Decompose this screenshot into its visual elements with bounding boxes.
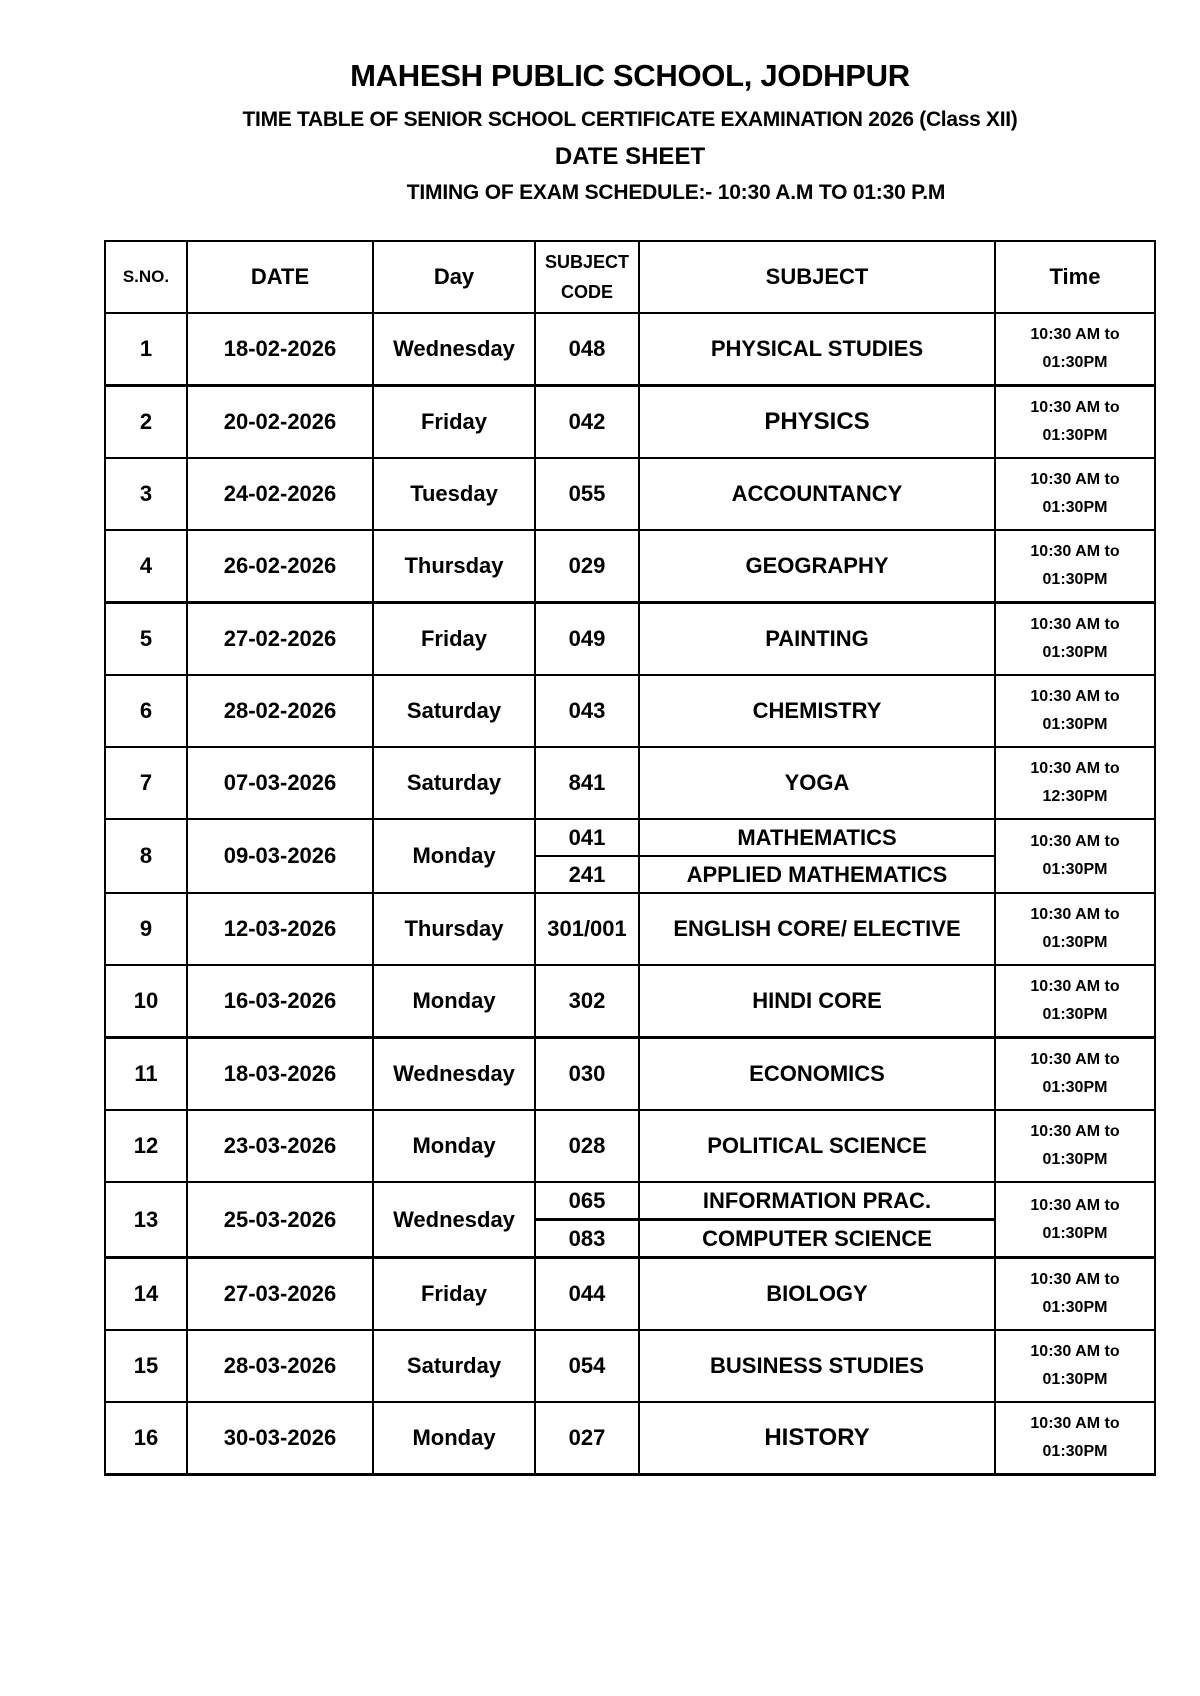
date-sheet-heading: DATE SHEET <box>554 143 706 170</box>
table-row <box>105 1258 1155 1331</box>
time-end: 01:30PM <box>1042 1224 1108 1242</box>
serial-number-cell: 16 <box>105 1402 187 1475</box>
subject-code-cell: 044 <box>535 1258 639 1331</box>
time-start: 10:30 AM to <box>1030 760 1120 777</box>
subject-cell: HINDI CORE <box>639 965 995 1038</box>
date-cell: 24-02-2026 <box>187 458 373 530</box>
table-row <box>105 1402 1155 1475</box>
serial-number-cell: 2 <box>105 386 187 459</box>
time-start: 10:30 AM to <box>1030 471 1120 488</box>
time-cell <box>995 386 1155 459</box>
subject-cell: MATHEMATICS <box>639 819 995 856</box>
time-cell <box>995 1182 1155 1258</box>
subject-cell: POLITICAL SCIENCE <box>639 1110 995 1182</box>
subject-cell: INFORMATION PRAC. <box>639 1182 995 1220</box>
time-end: 01:30PM <box>1042 1371 1108 1388</box>
subject-code-cell: 065 <box>535 1182 639 1220</box>
table-row <box>105 675 1155 747</box>
serial-number-cell: 11 <box>105 1038 187 1111</box>
date-cell: 12-03-2026 <box>187 893 373 965</box>
date-cell: 09-03-2026 <box>187 819 373 893</box>
serial-number-cell: 9 <box>105 893 187 965</box>
subject-cell: GEOGRAPHY <box>639 530 995 603</box>
exam-timing: TIMING OF EXAM SCHEDULE:- 10:30 A.M TO 01:30 P.M <box>406 181 946 204</box>
time-cell <box>995 458 1155 530</box>
table-row <box>105 893 1155 965</box>
subject-code-cell: 054 <box>535 1330 639 1402</box>
time-cell <box>995 1038 1155 1111</box>
time-end: 01:30PM <box>1042 1443 1108 1460</box>
time-end: 01:30PM <box>1042 1079 1108 1096</box>
time-end: 01:30PM <box>1042 571 1108 588</box>
column-header-code: SUBJECT CODE <box>535 241 639 313</box>
day-cell: Friday <box>373 1258 535 1331</box>
date-cell: 27-02-2026 <box>187 603 373 676</box>
day-cell: Saturday <box>373 675 535 747</box>
time-end: 01:30PM <box>1042 427 1108 444</box>
subject-code-cell: 043 <box>535 675 639 747</box>
serial-number-cell: 10 <box>105 965 187 1038</box>
subject-cell: ACCOUNTANCY <box>639 458 995 530</box>
subject-code-cell: 030 <box>535 1038 639 1111</box>
subject-code-cell: 055 <box>535 458 639 530</box>
table-row <box>105 1182 1155 1220</box>
day-cell: Saturday <box>373 747 535 819</box>
date-cell: 28-03-2026 <box>187 1330 373 1402</box>
subject-code-cell: 041 <box>535 819 639 856</box>
subject-code-cell: 029 <box>535 530 639 603</box>
serial-number-cell: 3 <box>105 458 187 530</box>
subject-cell: BIOLOGY <box>639 1258 995 1331</box>
time-end: 01:30PM <box>1042 716 1108 733</box>
school-name: MAHESH PUBLIC SCHOOL, JODHPUR <box>350 58 910 93</box>
subject-code-cell: 042 <box>535 386 639 459</box>
serial-number-cell: 5 <box>105 603 187 676</box>
table-row <box>105 1038 1155 1111</box>
time-end: 01:30PM <box>1042 1151 1108 1168</box>
time-start: 10:30 AM to <box>1030 1415 1120 1432</box>
subject-cell: APPLIED MATHEMATICS <box>639 856 995 893</box>
table-row <box>105 1110 1155 1182</box>
serial-number-cell: 6 <box>105 675 187 747</box>
subject-code-cell: 049 <box>535 603 639 676</box>
subject-code-cell: 841 <box>535 747 639 819</box>
time-start: 10:30 AM to <box>1030 543 1120 560</box>
time-start: 10:30 AM to <box>1030 1051 1120 1068</box>
day-cell: Monday <box>373 1110 535 1182</box>
time-cell <box>995 965 1155 1038</box>
date-cell: 26-02-2026 <box>187 530 373 603</box>
table-row <box>105 530 1155 603</box>
serial-number-cell: 8 <box>105 819 187 893</box>
time-end: 01:30PM <box>1042 934 1108 951</box>
time-start: 10:30 AM to <box>1030 1271 1120 1288</box>
subject-cell: ENGLISH CORE/ ELECTIVE <box>639 893 995 965</box>
table-row <box>105 386 1155 459</box>
subject-cell: PHYSICAL STUDIES <box>639 313 995 386</box>
date-cell: 18-03-2026 <box>187 1038 373 1111</box>
date-cell: 30-03-2026 <box>187 1402 373 1475</box>
time-cell <box>995 893 1155 965</box>
day-cell: Wednesday <box>373 1038 535 1111</box>
time-start: 10:30 AM to <box>1030 1343 1120 1360</box>
time-cell <box>995 603 1155 676</box>
date-cell: 20-02-2026 <box>187 386 373 459</box>
day-cell: Monday <box>373 819 535 893</box>
subject-cell: COMPUTER SCIENCE <box>639 1220 995 1258</box>
time-cell <box>995 1330 1155 1402</box>
time-start: 10:30 AM to <box>1030 1123 1120 1140</box>
time-cell <box>995 819 1155 893</box>
time-start: 10:30 AM to <box>1030 688 1120 705</box>
subject-cell: PAINTING <box>639 603 995 676</box>
day-cell: Tuesday <box>373 458 535 530</box>
subject-code-cell: 048 <box>535 313 639 386</box>
time-cell <box>995 530 1155 603</box>
day-cell: Wednesday <box>373 1182 535 1258</box>
time-start: 10:30 AM to <box>1030 833 1120 850</box>
time-cell <box>995 675 1155 747</box>
date-cell: 25-03-2026 <box>187 1182 373 1258</box>
subject-code-cell: 028 <box>535 1110 639 1182</box>
time-start: 10:30 AM to <box>1030 906 1120 923</box>
table-row <box>105 1330 1155 1402</box>
time-start: 10:30 AM to <box>1030 1196 1120 1214</box>
column-header-sno: S.NO. <box>105 241 187 313</box>
column-header-date: DATE <box>187 241 373 313</box>
date-cell: 16-03-2026 <box>187 965 373 1038</box>
time-end: 01:30PM <box>1042 861 1108 878</box>
subject-cell: ECONOMICS <box>639 1038 995 1111</box>
column-header-subject: SUBJECT <box>639 241 995 313</box>
time-end: 12:30PM <box>1042 788 1108 805</box>
day-cell: Thursday <box>373 530 535 603</box>
time-cell <box>995 1258 1155 1331</box>
date-cell: 18-02-2026 <box>187 313 373 386</box>
subject-code-cell: 241 <box>535 856 639 893</box>
column-header-time: Time <box>995 241 1155 313</box>
time-cell <box>995 1402 1155 1475</box>
day-cell: Monday <box>373 965 535 1038</box>
subject-code-cell: 302 <box>535 965 639 1038</box>
time-end: 01:30PM <box>1042 1299 1108 1316</box>
subject-code-cell: 083 <box>535 1220 639 1258</box>
time-start: 10:30 AM to <box>1030 616 1120 633</box>
exam-title: TIME TABLE OF SENIOR SCHOOL CERTIFICATE EXAMINATION 2026 (Class XII) <box>242 108 1018 131</box>
subject-cell: BUSINESS STUDIES <box>639 1330 995 1402</box>
serial-number-cell: 13 <box>105 1182 187 1258</box>
table-row <box>105 819 1155 856</box>
subject-cell: CHEMISTRY <box>639 675 995 747</box>
time-cell <box>995 747 1155 819</box>
table-row <box>105 313 1155 386</box>
time-end: 01:30PM <box>1042 1006 1108 1023</box>
serial-number-cell: 4 <box>105 530 187 603</box>
subject-cell: HISTORY <box>639 1402 995 1475</box>
day-cell: Friday <box>373 603 535 676</box>
table-row <box>105 603 1155 676</box>
serial-number-cell: 14 <box>105 1258 187 1331</box>
time-end: 01:30PM <box>1042 644 1108 661</box>
serial-number-cell: 1 <box>105 313 187 386</box>
day-cell: Monday <box>373 1402 535 1475</box>
date-sheet-table <box>104 240 1156 1476</box>
column-header-day: Day <box>373 241 535 313</box>
subject-code-cell: 301/001 <box>535 893 639 965</box>
table-row <box>105 965 1155 1038</box>
date-cell: 23-03-2026 <box>187 1110 373 1182</box>
subject-cell: YOGA <box>639 747 995 819</box>
day-cell: Wednesday <box>373 313 535 386</box>
time-cell <box>995 313 1155 386</box>
serial-number-cell: 15 <box>105 1330 187 1402</box>
time-start: 10:30 AM to <box>1030 399 1120 416</box>
day-cell: Thursday <box>373 893 535 965</box>
table-row <box>105 747 1155 819</box>
table-row <box>105 458 1155 530</box>
subject-code-cell: 027 <box>535 1402 639 1475</box>
date-cell: 28-02-2026 <box>187 675 373 747</box>
subject-cell: PHYSICS <box>639 386 995 459</box>
table-header-row <box>105 241 1155 313</box>
time-start: 10:30 AM to <box>1030 326 1120 343</box>
date-cell: 07-03-2026 <box>187 747 373 819</box>
time-cell <box>995 1110 1155 1182</box>
time-end: 01:30PM <box>1042 499 1108 516</box>
date-cell: 27-03-2026 <box>187 1258 373 1331</box>
day-cell: Friday <box>373 386 535 459</box>
serial-number-cell: 7 <box>105 747 187 819</box>
day-cell: Saturday <box>373 1330 535 1402</box>
serial-number-cell: 12 <box>105 1110 187 1182</box>
time-start: 10:30 AM to <box>1030 978 1120 995</box>
time-end: 01:30PM <box>1042 354 1108 371</box>
